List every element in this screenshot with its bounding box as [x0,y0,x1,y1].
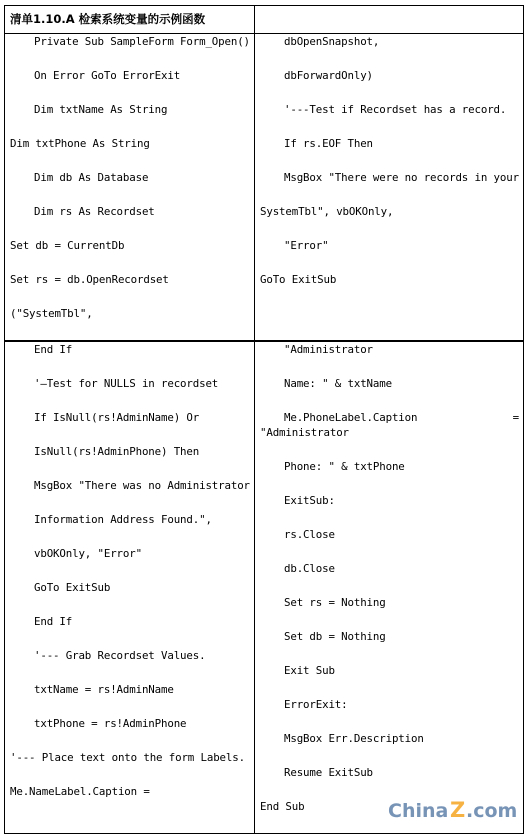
code-line: Name: " & txtName [284,377,392,390]
code-line: Set db = Nothing [284,630,386,643]
code-line: db.Close [284,562,335,575]
code-line: "Error" [284,239,329,252]
code-line: IsNull(rs!AdminPhone) Then [34,445,200,458]
code-line: GoTo ExitSub [260,273,337,286]
code-line: Set rs = Nothing [284,596,386,609]
code-line: Me.NameLabel.Caption = [10,785,150,798]
watermark-tail-text: .com [466,800,518,822]
code-line: '---Test if Recordset has a record. [284,103,507,116]
chinaz-logo-watermark [388,797,520,823]
code-line: vbOKOnly, "Error" [34,547,142,560]
code-line: ExitSub: [284,494,335,507]
code-line: "Administrator [284,343,373,356]
code-cell-right-1 [255,34,524,342]
code-line: End If [34,615,73,628]
code-cell-left-1 [5,34,255,342]
code-line: Private Sub SampleForm Form_Open() [34,35,250,48]
code-line: SystemTbl", vbOKOnly, [260,205,394,218]
code-line: dbForwardOnly) [284,69,373,82]
code-line: Dim txtPhone As String [10,137,150,150]
code-line: ("SystemTbl", [10,307,93,320]
code-line: dbOpenSnapshot, [284,35,380,48]
code-listing-table [4,5,524,834]
code-line: ErrorExit: [284,698,348,711]
code-line: txtName = rs!AdminName [34,683,174,696]
code-line: MsgBox Err.Description [284,732,424,745]
code-line: If IsNull(rs!AdminName) Or [34,411,200,424]
code-line: Phone: " & txtPhone [284,460,405,473]
title-empty-cell [255,6,524,34]
code-line: '--- Grab Recordset Values. [34,649,206,662]
code-line: Exit Sub [284,664,335,677]
code-line: Set db = CurrentDb [10,239,125,252]
code-cell-left-2 [5,341,255,834]
code-cell-right-2 [255,341,524,834]
code-line: Information Address Found.", [34,513,212,526]
code-line: Dim rs As Recordset [34,205,155,218]
code-line: If rs.EOF Then [284,137,373,150]
code-line: txtPhone = rs!AdminPhone [34,717,187,730]
code-line: End Sub [260,800,305,813]
code-line: On Error GoTo ErrorExit [34,69,181,82]
code-line: MsgBox "There were no records in your [284,171,519,184]
code-line: Resume ExitSub [284,766,373,779]
code-line: rs.Close [284,528,335,541]
code-line: '—Test for NULLS in recordset [34,377,219,390]
listing-title: 清单1.10.A 检索系统变量的示例函数 [5,6,255,34]
watermark-z-text: Z [450,798,466,822]
code-line: End If [34,343,73,356]
code-line: '--- Place text onto the form Labels. [10,751,245,764]
code-line: Dim txtName As String [34,103,168,116]
code-line: GoTo ExitSub [34,581,111,594]
code-line: Dim db As Database [34,171,149,184]
code-line: Me.PhoneLabel.Caption = "Administrator [260,411,519,439]
code-line: Set rs = db.OpenRecordset [10,273,169,286]
watermark-main-text: China [388,800,449,822]
code-line: MsgBox "There was no Administrator [34,479,250,492]
